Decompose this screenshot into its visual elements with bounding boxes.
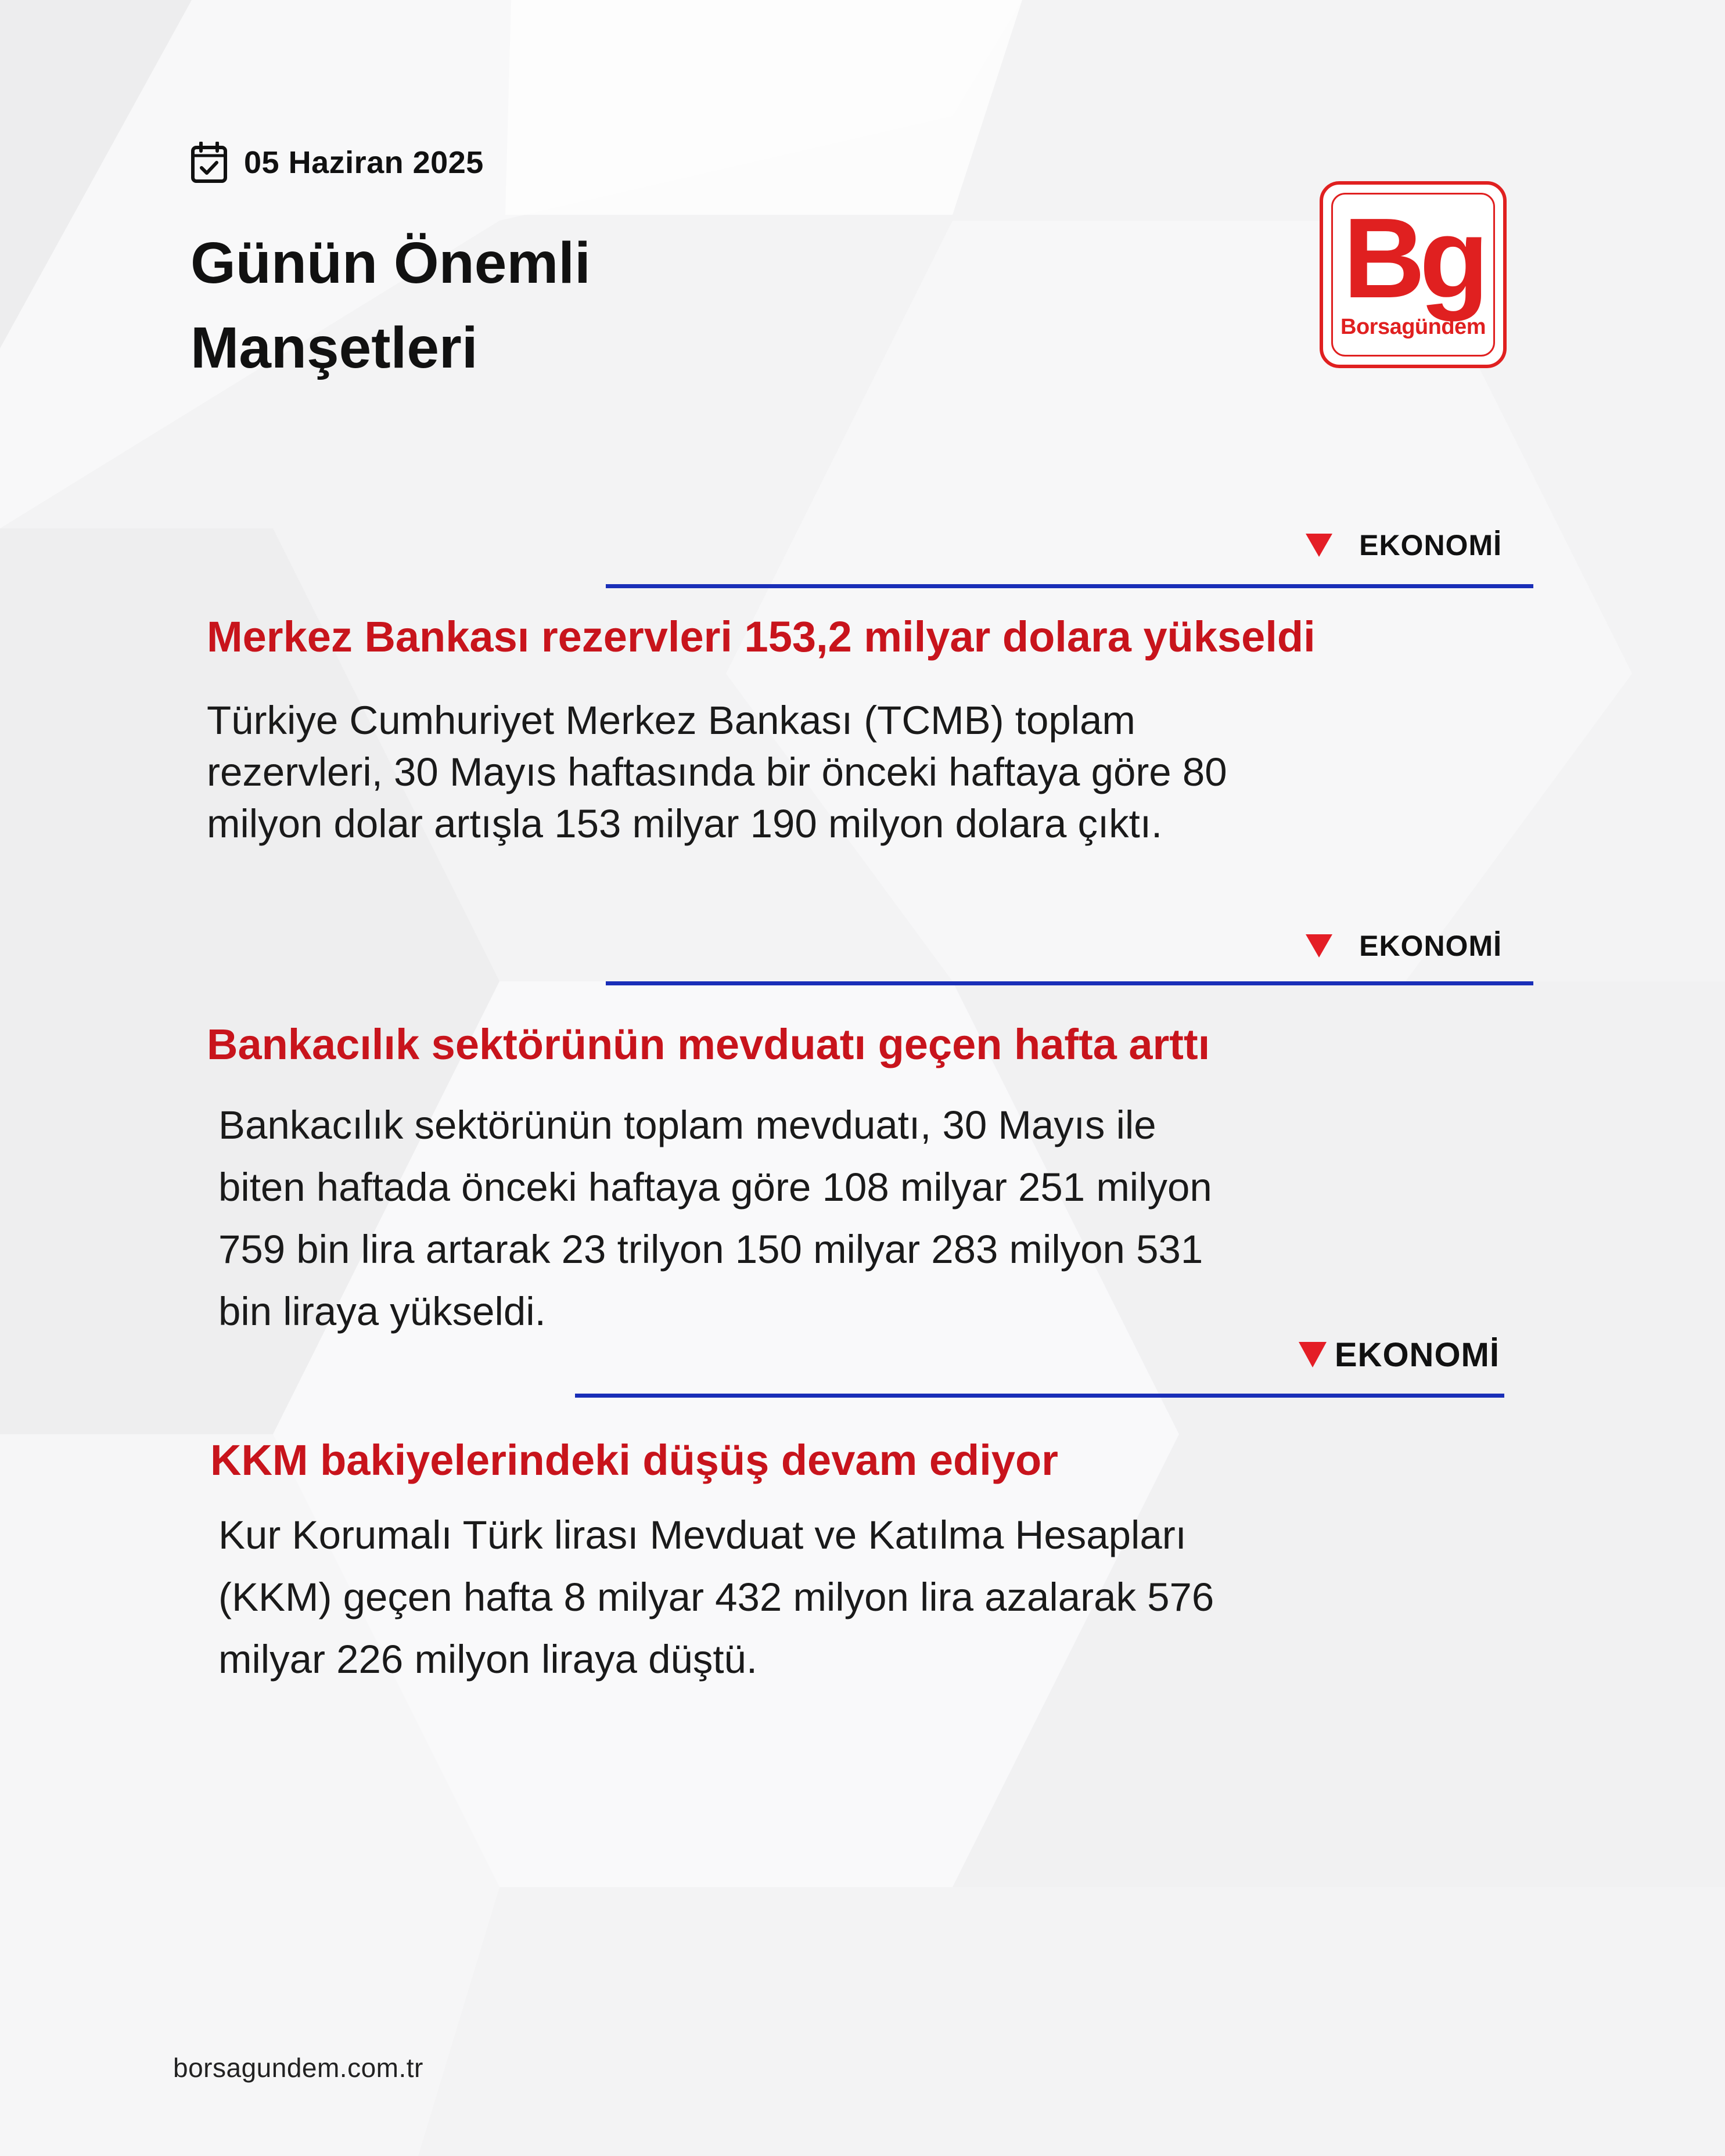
triangle-down-icon [1306,934,1332,958]
calendar-icon [191,142,228,183]
category-text: EKONOMİ [1359,529,1502,562]
news-body-line: rezervleri, 30 Mayıs haftasında bir önceki haftaya göre 80 [207,750,1227,794]
section-divider [575,1394,1504,1398]
news-headline: Bankacılık sektörünün mevduatı geçen hafta arttı [207,1020,1210,1068]
category-label [1278,525,1502,566]
page-title-line-1: Günün Önemli [191,231,591,296]
news-body-line: Kur Korumalı Türk lirası Mevduat ve Katılma Hesapları [218,1513,1187,1557]
date-row [191,139,484,186]
brand-logo-frame [1331,193,1495,357]
category-text: EKONOMİ [1334,1336,1500,1374]
news-body-line: biten haftada önceki haftaya göre 108 milyar 251 milyon [218,1165,1212,1210]
news-body-line: (KKM) geçen hafta 8 milyar 432 milyon lira azalarak 576 [218,1575,1214,1619]
brand-logo-mark: Bg [1343,195,1483,322]
news-body-line: milyar 226 milyon liraya düştü. [218,1637,758,1682]
news-headline: KKM bakiyelerindeki düşüş devam ediyor [210,1436,1058,1484]
news-body-line: Türkiye Cumhuriyet Merkez Bankası (TCMB) toplam [207,698,1135,743]
brand-logo [1320,181,1507,368]
page-title [191,221,713,390]
news-body [207,694,1537,850]
category-label [1243,1334,1500,1375]
date-text: 05 Haziran 2025 [244,145,484,180]
category-label [1278,926,1502,966]
triangle-down-icon [1299,1342,1327,1367]
section-divider [606,584,1533,588]
news-headline: Merkez Bankası rezervleri 153,2 milyar dolara yükseldi [207,613,1316,661]
brand-logo-name: Borsagündem [1341,315,1486,339]
section-divider [606,981,1533,985]
news-body [218,1094,1525,1342]
category-text: EKONOMİ [1359,930,1502,962]
news-body-line: Bankacılık sektörünün toplam mevduatı, 30 Mayıs ile [218,1103,1156,1147]
triangle-down-icon [1306,534,1332,557]
news-body-line: bin liraya yükseldi. [218,1289,546,1334]
news-body [218,1504,1525,1690]
news-body-line: 759 bin lira artarak 23 trilyon 150 milyar 283 milyon 531 [218,1227,1203,1272]
page-title-line-2: Manşetleri [191,315,478,380]
news-body-line: milyon dolar artışla 153 milyar 190 milyon dolara çıktı. [207,801,1163,846]
footer-url[interactable]: borsagundem.com.tr [173,2053,423,2083]
